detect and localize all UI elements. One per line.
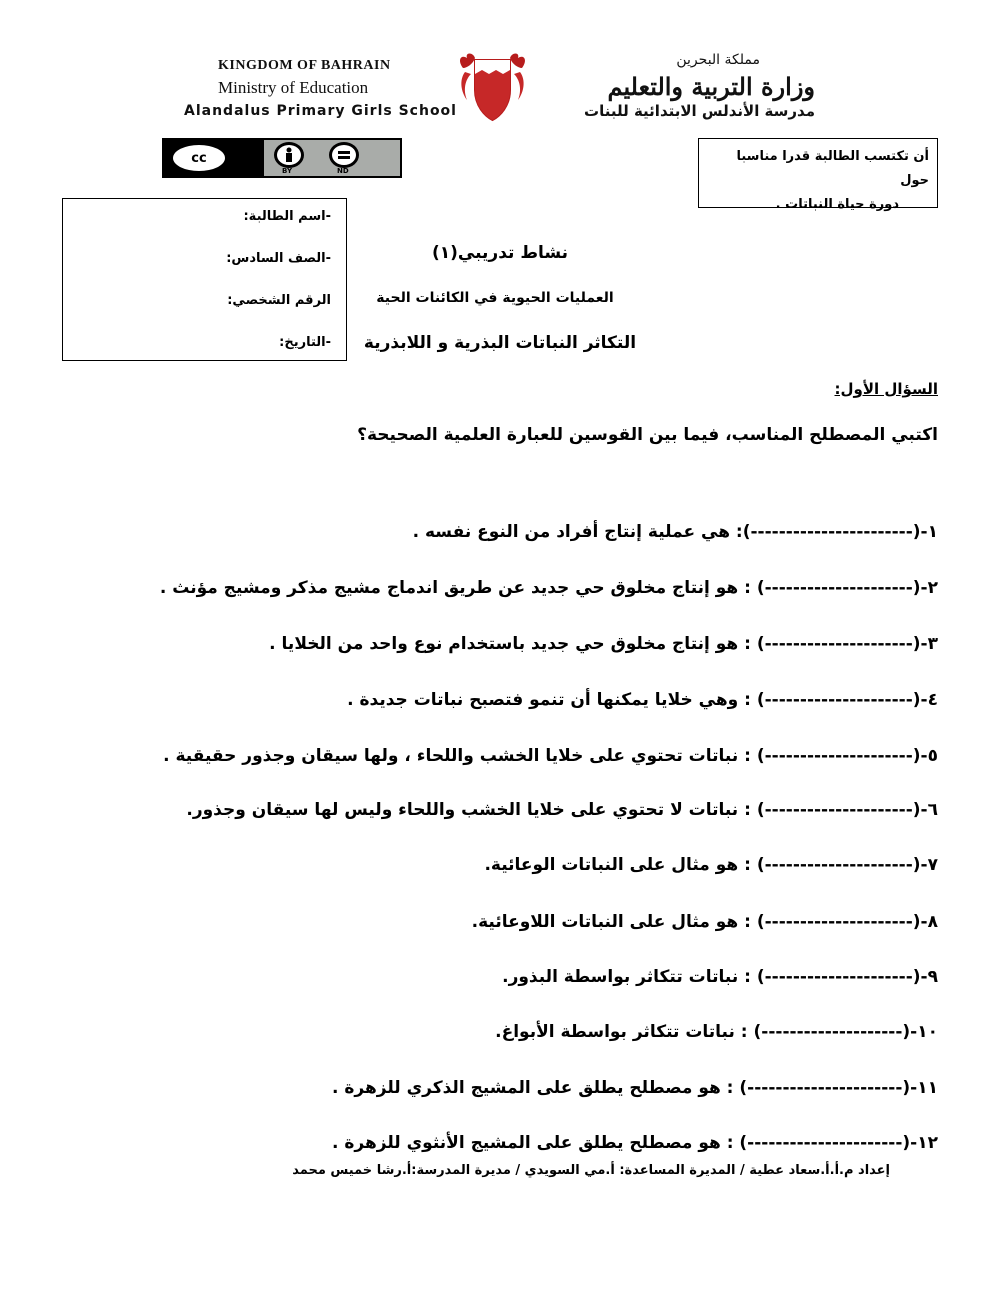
unit-title: العمليات الحيوية في الكائنات الحية [376, 290, 614, 306]
student-info-box [62, 198, 347, 361]
cc-label: cc [191, 150, 207, 166]
question-item[interactable]: ٨-(---------------------) : هو مثال على النباتات اللاوعائية. [471, 912, 938, 932]
question-item[interactable]: ٢-(---------------------) : هو إنتاج مخلوق حي جديد عن طريق اندماج مشيج مذكر ومشيج مؤنث . [159, 578, 938, 598]
activity-title: نشاط تدريبي(١) [431, 243, 569, 263]
question-item[interactable]: ٩-(---------------------) : نباتات تتكاثر بواسطة البذور. [502, 967, 938, 987]
header-ministry-ar: وزارة التربية والتعليم [607, 72, 815, 101]
question-instruction: اكتبي المصطلح المناسب، فيما بين القوسين للعبارة العلمية الصحيحة؟ [357, 425, 938, 445]
person-glyph-icon [282, 147, 296, 163]
cc-by-label: BY [282, 167, 293, 175]
equals-glyph-icon [337, 150, 351, 160]
student-name-field[interactable]: -اسم الطالبة: [243, 209, 331, 224]
question-item[interactable]: ١٠-(--------------------) : نباتات تتكاثر بواسطة الأبواغ. [495, 1022, 938, 1042]
student-id-field[interactable]: الرقم الشخصي: [227, 293, 331, 308]
goal-line-2: دورة حياة النباتات . [775, 197, 899, 212]
header-school-ar: مدرسة الأندلس الابتدائية للبنات [584, 102, 815, 120]
equals-icon [329, 142, 359, 168]
lesson-title: التكاثر النباتات البذرية و اللابذرية [363, 333, 637, 353]
question-item[interactable]: ٧-(---------------------) : هو مثال على النباتات الوعائية. [484, 855, 938, 875]
question-item[interactable]: ١١-(----------------------) : هو مصطلح يطلق على المشيج الذكري للزهرة . [331, 1078, 938, 1098]
question-item[interactable]: ١-(-----------------------): هي عملية إنتاج أفراد من النوع نفسه . [412, 522, 938, 542]
question-item[interactable]: ٦-(---------------------) : نباتات لا تحتوي على خلايا الخشب واللحاء وليس لها سيقان وجذور. [186, 800, 938, 820]
header-ministry: Ministry of Education [218, 78, 369, 97]
cc-license-badge [162, 138, 402, 178]
question-heading: السؤال الأول: [834, 380, 938, 398]
question-item[interactable]: ١٢-(----------------------) : هو مصطلح يطلق على المشيج الأنثوي للزهرة . [332, 1133, 938, 1153]
question-item[interactable]: ٥-(---------------------) : نباتات تحتوي على خلايا الخشب واللحاء ، ولها سيقان وجذور حقيقية . [163, 746, 938, 766]
goal-line-1: أن تكتسب الطالبة قدرا مناسبا حول [736, 149, 929, 188]
student-grade-field[interactable]: -الصف السادس: [226, 251, 331, 266]
person-icon [274, 142, 304, 168]
header-kingdom-ar: مملكة البحرين [676, 52, 760, 68]
header-kingdom: KINGDOM OF BAHRAIN [218, 58, 391, 73]
question-item[interactable]: ٣-(---------------------) : هو إنتاج مخلوق حي جديد باستخدام نوع واحد من الخلايا . [269, 634, 938, 654]
cc-icon [170, 142, 228, 174]
question-item[interactable]: ٤-(---------------------) : وهي خلايا يمكنها أن تنمو فتصبح نباتات جديدة . [347, 690, 938, 710]
footer-credits: إعداد م.أ.أ.سعاد عطية / المديرة المساعدة: أ.مي السويدي / مديرة المدرسة:أ.رشا خميس محمد [292, 1163, 890, 1178]
learning-goal-box [698, 138, 938, 212]
bahrain-emblem-icon [455, 50, 530, 125]
student-date-field[interactable]: -التاريخ: [279, 335, 331, 350]
cc-nd-label: ND [337, 167, 349, 175]
header-school-en: Alandalus Primary Girls School [184, 103, 457, 119]
